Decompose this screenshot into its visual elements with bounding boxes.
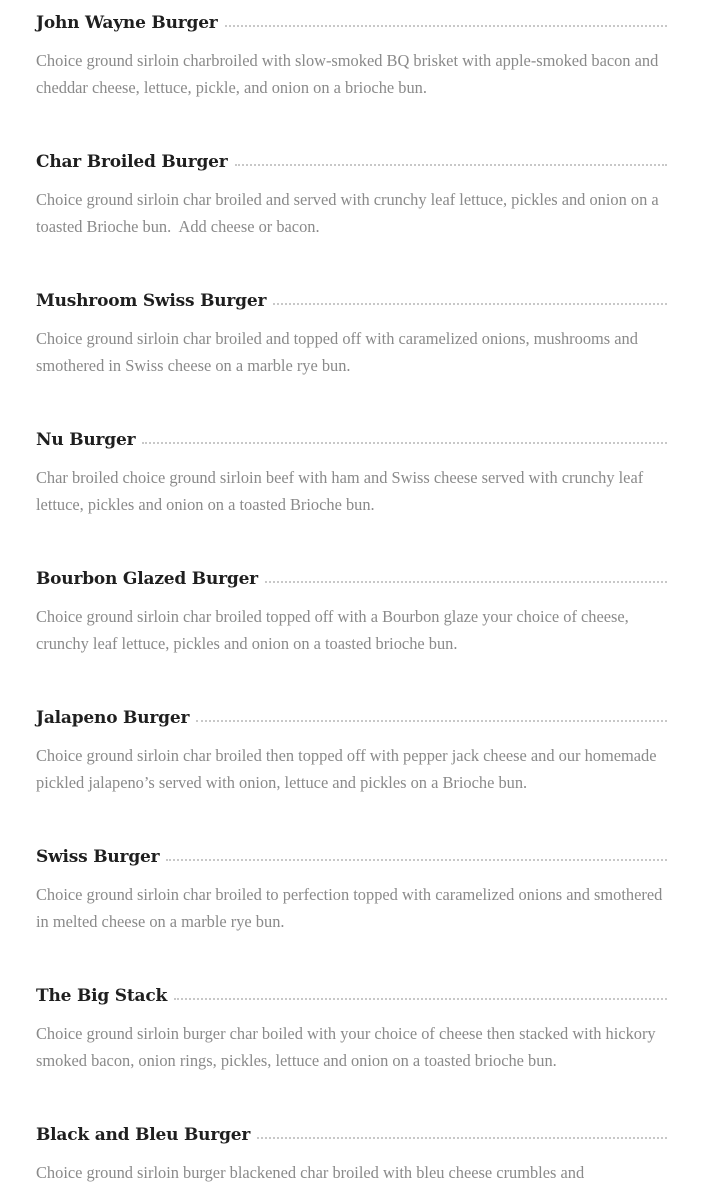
menu-item: [36, 430, 667, 556]
menu-item-description: Choice ground sirloin char broiled to perfection topped with caramelized onions and smothered in melted cheese on a marble rye bun.: [36, 885, 667, 931]
menu-item-header: [36, 708, 667, 734]
dotted-leader: [265, 581, 667, 583]
menu-item: [36, 847, 667, 973]
dotted-leader: [225, 25, 667, 27]
menu-item-description: Choice ground sirloin char broiled and topped off with caramelized onions, mushrooms and smothered in Swiss cheese on a marble rye bun.: [36, 329, 643, 375]
menu-item-name: Bourbon Glazed Burger: [36, 569, 258, 589]
dotted-leader: [174, 998, 667, 1000]
burger-menu: [36, 0, 667, 1186]
dotted-leader: [142, 442, 667, 444]
menu-item-header: [36, 291, 667, 317]
menu-item-header: [36, 569, 667, 595]
dotted-leader: [166, 859, 667, 861]
menu-item: [36, 152, 667, 278]
menu-item-name: Char Broiled Burger: [36, 152, 228, 172]
menu-item-name: The Big Stack: [36, 986, 168, 1006]
menu-item-name: Swiss Burger: [36, 847, 160, 867]
menu-item-name: Mushroom Swiss Burger: [36, 291, 267, 311]
menu-item-description: Choice ground sirloin char broiled then topped off with pepper jack cheese and our homemade pickled jalapeno’s served with onion, lettuce and pickles on a Brioche bun.: [36, 746, 661, 792]
menu-item-description: Choice ground sirloin char broiled and served with crunchy leaf lettuce, pickles and onion on a toasted Brioche bun. Add cheese or bacon.: [36, 190, 663, 236]
menu-item-header: [36, 986, 667, 1012]
menu-item-description: Choice ground sirloin charbroiled with slow-smoked BQ brisket with apple-smoked bacon and cheddar cheese, lettuce, pickle, and onion on a brioche bun.: [36, 51, 663, 97]
dotted-leader: [196, 720, 667, 722]
menu-item-description: Choice ground sirloin char broiled topped off with a Bourbon glaze your choice of cheese, crunchy leaf lettuce, pickles and onion on a toasted brioche bun.: [36, 607, 633, 653]
menu-item: [36, 986, 667, 1112]
menu-item-header: [36, 1125, 667, 1151]
menu-item: [36, 13, 667, 139]
menu-item-header: [36, 152, 667, 178]
menu-item-description: Char broiled choice ground sirloin beef with ham and Swiss cheese served with crunchy leaf lettuce, pickles and onion on a toasted Brioche bun.: [36, 468, 648, 514]
menu-item-header: [36, 13, 667, 39]
menu-item: [36, 569, 667, 695]
dotted-leader: [273, 303, 667, 305]
menu-item-header: [36, 847, 667, 873]
menu-item-name: Jalapeno Burger: [36, 708, 190, 728]
menu-item: [36, 708, 667, 834]
menu-item-description: Choice ground sirloin burger char boiled with your choice of cheese then stacked with hickory smoked bacon, onion rings, pickles, lettuce and onion on a toasted brioche bun.: [36, 1024, 660, 1070]
menu-item-name: Black and Bleu Burger: [36, 1125, 251, 1145]
dotted-leader: [235, 164, 667, 166]
menu-item-name: John Wayne Burger: [36, 13, 218, 33]
dotted-leader: [257, 1137, 667, 1139]
menu-item-name: Nu Burger: [36, 430, 136, 450]
menu-item-description: Choice ground sirloin burger blackened char broiled with bleu cheese crumbles and: [36, 1163, 585, 1182]
menu-item: [36, 1125, 667, 1186]
menu-item-header: [36, 430, 667, 456]
menu-item: [36, 291, 667, 417]
